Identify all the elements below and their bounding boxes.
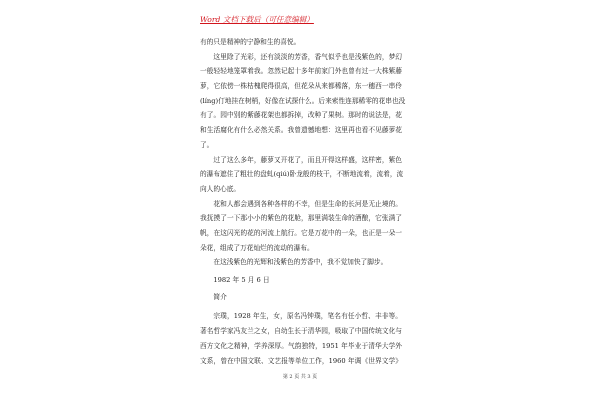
paragraph <box>200 197 402 256</box>
text-line: 花和人都会遇到各种各样的不幸，但是生命的长河是无止境的。 <box>213 199 402 208</box>
text-line: 在这浅紫色的光辉和浅紫色的芳香中，我不觉加快了脚步。 <box>213 258 388 267</box>
text-line: 朵花，组成了万花灿烂的流动的瀑布。 <box>200 243 314 252</box>
text-line: 帆，在这闪光的花的河流上航行。它是万花中的一朵，也正是一朵一 <box>200 228 402 237</box>
text-line: 的瀑布遮住了粗壮的盘虬(qiú)卧龙般的枝干，不断地流着，流着，流 <box>200 170 404 179</box>
text-line: 有的只是精神的宁静和生的喜悦。 <box>200 38 301 46</box>
download-notice-header: Word 文档下载后（可任意编辑） <box>200 15 314 24</box>
text-line: 文系，曾在中国文联、文艺报等单位工作，1960 年调《世界文学》 <box>200 356 402 365</box>
text-line: 我抚摸了一下那小小的紫色的花舱，那里满装生命的酒酿，它张满了 <box>200 214 402 223</box>
text-line: 和生活腐化有什么必然关系。我曾遗憾地想：这里再也看不见藤萝花 <box>200 126 402 135</box>
paragraph <box>200 50 406 153</box>
paragraph <box>200 35 402 50</box>
text-line: (líng)仃地挂在树梢，好像在试探什么。后来索性连那稀零的花串也没 <box>200 96 406 105</box>
article-body <box>200 35 406 368</box>
intro-paragraph <box>200 309 402 368</box>
paragraph <box>200 153 402 197</box>
intro-heading: 简介 <box>213 293 227 302</box>
text-line: 西方文化之精神，学养深厚。气韵独特，1951 年毕业于清华大学外 <box>200 341 402 350</box>
text-line: 向人的心底。 <box>200 184 241 193</box>
text-line: 一般轻轻地笼罩着我。忽然记起十多年前家门外也曾有过一大株紫藤 <box>200 67 402 76</box>
article-date: 1982 年 5 月 6 日 <box>213 275 270 284</box>
text-line: 萝，它依傍一株枯槐爬得很高，但花朵从来都稀落，东一穗西一串伶 <box>200 82 402 91</box>
text-line: 著名哲学家冯友兰之女，自幼生长于清华园，吸取了中国传统文化与 <box>200 327 402 336</box>
page-number-footer: 第 2 页 共 3 页 <box>282 374 318 380</box>
text-line: 这里除了光彩，还有淡淡的芳香，香气似乎也是浅紫色的，梦幻 <box>213 52 402 61</box>
paragraph <box>200 255 402 270</box>
text-line: 了。 <box>200 140 214 149</box>
text-line: 有了。园中别的紫藤花架也都拆掉，改种了果树。那时的说法是，花 <box>200 111 402 120</box>
text-line: 宗璞，1928 年生，女，原名冯钟璞，笔名有任小哲、丰非等。 <box>213 312 402 321</box>
text-line: 过了这么多年，藤萝又开花了，而且开得这样盛，这样密，紫色 <box>213 155 402 164</box>
